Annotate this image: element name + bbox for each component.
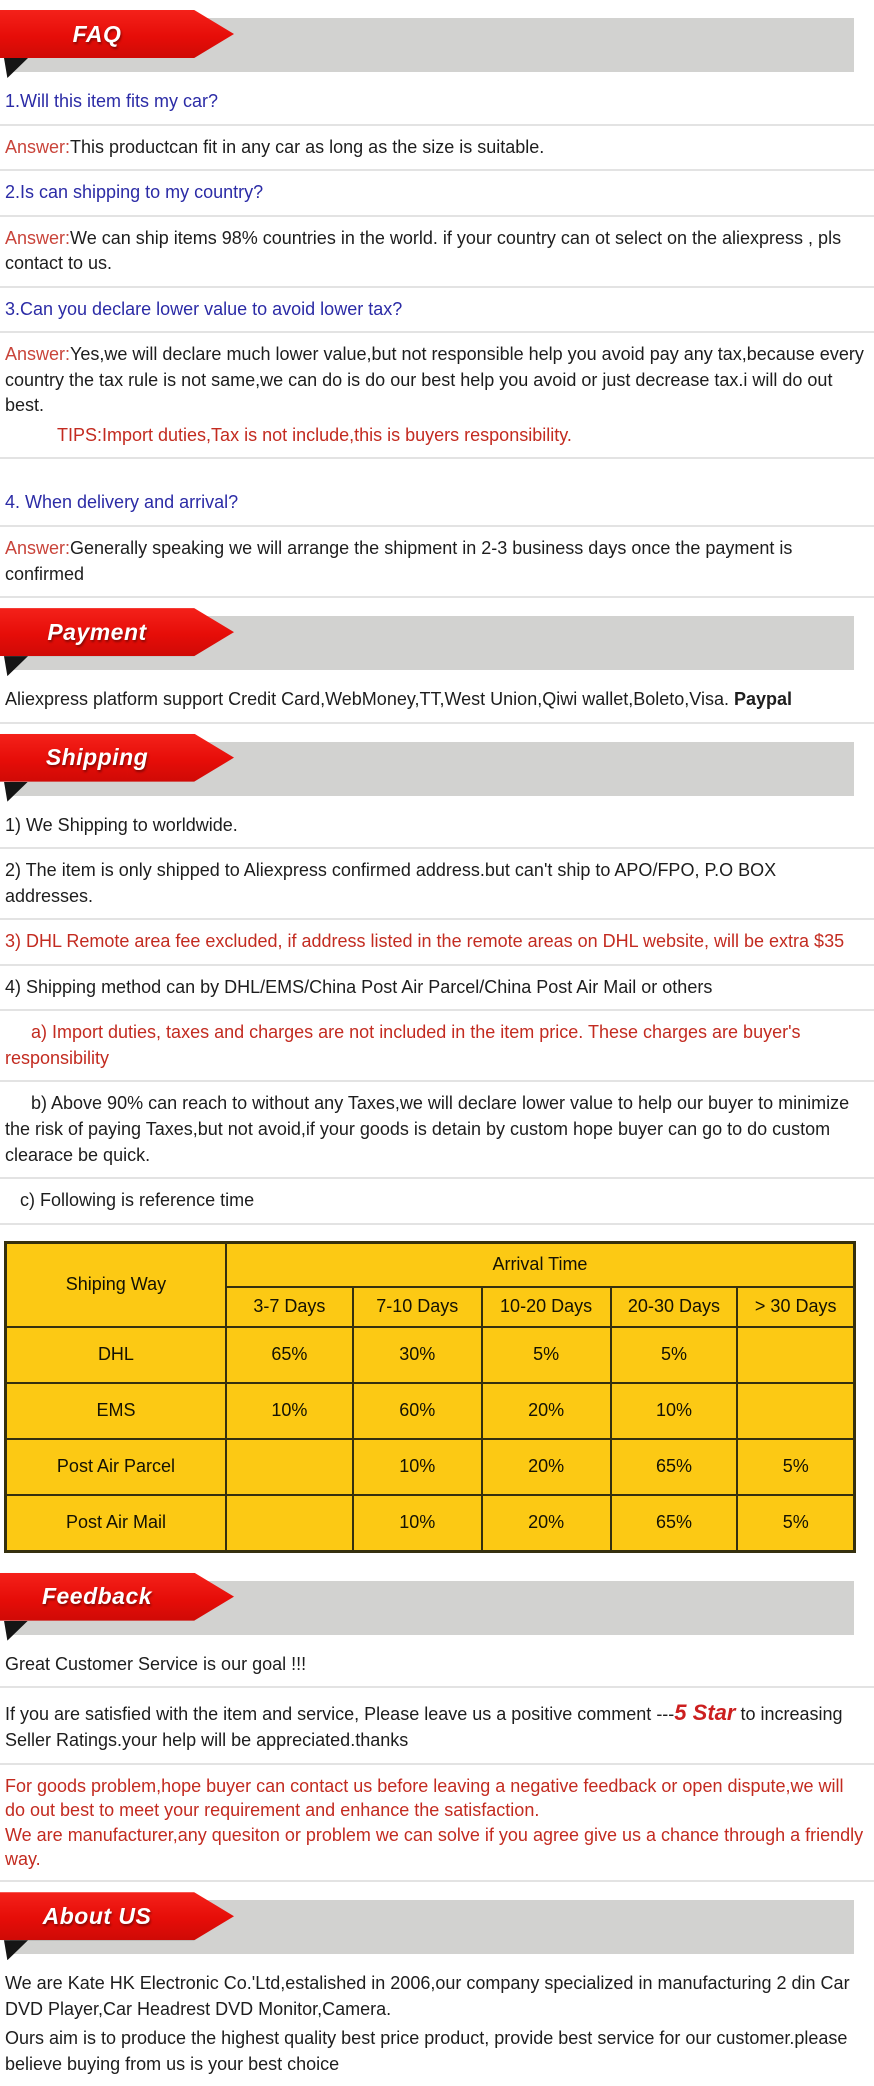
shipping-banner <box>0 732 874 798</box>
table-cell: 65% <box>611 1495 738 1552</box>
shipping-line-4: 4) Shipping method can by DHL/EMS/China Post Air Parcel/China Post Air Mail or others <box>0 966 874 1012</box>
feedback-satisfied-post: to increasing Seller Ratings.your help will be appreciated.thanks <box>5 1704 843 1751</box>
about-us-paragraph-2: Ours aim is to produce the highest quality best price product, provide best service for our customer.please believe buying from us is your best choice <box>5 2028 848 2074</box>
faq-answer-2-text: We can ship items 98% countries in the world. if your country can ot select on the aliexpress , pls contact to us. <box>5 227 842 274</box>
feedback-satisfied-text <box>0 1688 874 1765</box>
table-cell: 20% <box>482 1383 611 1439</box>
answer-label: Answer: <box>5 344 71 365</box>
feedback-satisfied-pre: If you are satisfied with the item and service, Please leave us a positive comment --- <box>5 1704 675 1725</box>
shipping-line-1: 1) We Shipping to worldwide. <box>0 804 874 850</box>
table-cell: 65% <box>611 1439 738 1495</box>
feedback-problem-notice <box>0 1765 874 1882</box>
faq-question-3: 3.Can you declare lower value to avoid lower tax? <box>0 288 874 334</box>
faq-answer-4-text: Generally speaking we will arrange the shipment in 2-3 business days once the payment is confirmed <box>5 538 793 584</box>
feedback-goal-text: Great Customer Service is our goal !!! <box>0 1643 874 1689</box>
answer-label: Answer: <box>5 227 71 248</box>
faq-question-2: 2.Is can shipping to my country? <box>0 171 874 217</box>
faq-answer-1-text: This productcan fit in any car as long as the size is suitable. <box>70 136 545 157</box>
faq-answer-4 <box>0 527 874 598</box>
feedback-banner-title: Feedback <box>41 1583 153 1610</box>
table-header-arrival-time: Arrival Time <box>226 1242 855 1287</box>
faq-tips-note: TIPS:Import duties,Tax is not include,this is buyers responsibility. <box>57 424 572 445</box>
table-cell: 5% <box>737 1439 854 1495</box>
about-us-banner <box>0 1890 874 1956</box>
payment-paypal-label: Paypal <box>733 689 793 710</box>
table-cell: 20% <box>482 1495 611 1552</box>
five-star-highlight: 5 Star <box>674 1700 736 1726</box>
payment-methods-list: Aliexpress platform support Credit Card,WebMoney,TT,West Union,Qiwi wallet,Boleto,Visa. <box>5 689 729 710</box>
feedback-problem-line-2: We are manufacturer,any quesiton or problem we can solve if you agree give us a chance through a friendly way. <box>5 1824 864 1869</box>
table-cell: 20% <box>482 1439 611 1495</box>
table-col-20-30-days: 20-30 Days <box>611 1287 738 1327</box>
faq-answer-2 <box>0 217 874 288</box>
table-col-3-7-days: 3-7 Days <box>226 1287 353 1327</box>
table-row <box>6 1327 855 1383</box>
table-cell-way-post-air-mail: Post Air Mail <box>6 1495 226 1552</box>
table-row <box>6 1495 855 1552</box>
table-col-10-20-days: 10-20 Days <box>482 1287 611 1327</box>
table-cell: 5% <box>482 1327 611 1383</box>
payment-banner-title: Payment <box>47 618 147 645</box>
faq-question-4: 4. When delivery and arrival? <box>0 481 874 527</box>
shipping-line-b-taxes: b) Above 90% can reach to without any Taxes,we will declare lower value to help our buyer to minimize the risk of paying Taxes,but not avoid,if your goods is detain by custom hope buyer can go to do custom clearace be quick. <box>0 1082 874 1179</box>
table-row <box>6 1439 855 1495</box>
table-col-7-10-days: 7-10 Days <box>353 1287 482 1327</box>
table-cell-way-dhl: DHL <box>6 1327 226 1383</box>
shipping-line-a-import-duties: a) Import duties, taxes and charges are not included in the item price. These charges are buyer's responsibility <box>0 1011 874 1082</box>
table-col-over-30-days: > 30 Days <box>737 1287 854 1327</box>
table-header-shipping-way: Shiping Way <box>6 1242 226 1327</box>
table-cell: 10% <box>226 1383 353 1439</box>
shipping-line-c-reference-time: c) Following is reference time <box>0 1179 874 1225</box>
table-cell: 60% <box>353 1383 482 1439</box>
faq-answer-3 <box>0 333 874 459</box>
feedback-problem-line-1: For goods problem,hope buyer can contact us before leaving a negative feedback or open dispute,we will do out best to meet your requirement and enhance the satisfaction. <box>5 1776 844 1821</box>
table-cell <box>226 1495 353 1552</box>
table-cell-way-post-air-parcel: Post Air Parcel <box>6 1439 226 1495</box>
faq-banner <box>0 8 874 74</box>
table-cell: 65% <box>226 1327 353 1383</box>
table-cell-way-ems: EMS <box>6 1383 226 1439</box>
faq-banner-title: FAQ <box>72 20 122 47</box>
answer-label: Answer: <box>5 136 71 157</box>
table-cell: 10% <box>353 1495 482 1552</box>
table-cell: 5% <box>611 1327 738 1383</box>
table-cell <box>737 1383 854 1439</box>
table-cell <box>226 1439 353 1495</box>
faq-question-1: 1.Will this item fits my car? <box>0 80 874 126</box>
feedback-banner <box>0 1571 874 1637</box>
table-cell <box>737 1327 854 1383</box>
faq-answer-1 <box>0 126 874 172</box>
shipping-line-3-dhl-remote-fee: 3) DHL Remote area fee excluded, if address listed in the remote areas on DHL website, will be extra $35 <box>0 920 874 966</box>
shipping-line-2: 2) The item is only shipped to Aliexpress confirmed address.but can't ship to APO/FPO, P.O BOX addresses. <box>0 849 874 920</box>
table-cell: 10% <box>353 1439 482 1495</box>
table-cell: 10% <box>611 1383 738 1439</box>
table-cell: 30% <box>353 1327 482 1383</box>
payment-methods-text <box>0 678 874 724</box>
about-us-paragraph-1: We are Kate HK Electronic Co.'Ltd,estalished in 2006,our company specialized in manufacturing 2 din Car DVD Player,Car Headrest DVD Monitor,Camera. <box>5 1973 850 2019</box>
payment-banner <box>0 606 874 672</box>
about-us-banner-title: About US <box>42 1902 152 1929</box>
arrival-time-table <box>4 1241 856 1553</box>
shipping-banner-title: Shipping <box>45 744 149 771</box>
faq-answer-3-text: Yes,we will declare much lower value,but not responsible help you avoid pay any tax,because every country the tax rule is not same,we can do is do our best help you avoid or just decrease tax.i will do out best. <box>5 344 864 416</box>
table-cell: 5% <box>737 1495 854 1552</box>
table-row <box>6 1383 855 1439</box>
answer-label: Answer: <box>5 538 71 559</box>
